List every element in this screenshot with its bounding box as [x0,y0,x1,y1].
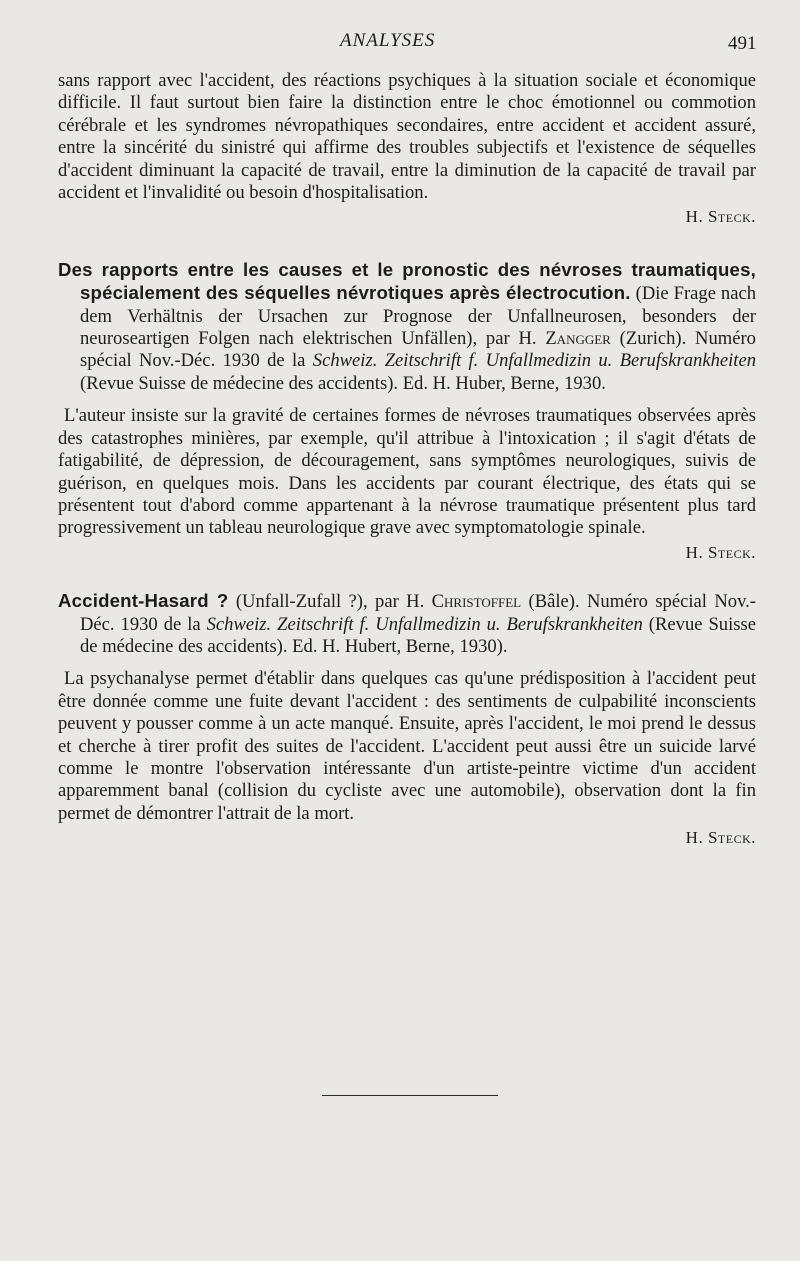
review-continued [58,70,756,229]
author-name: Zangger [545,328,611,350]
article-title: Accident-Hasard ? [58,590,229,612]
review-body: L'auteur insiste sur la gravité de certaines formes de névroses traumatiques observées après des catastrophes minières, par exemple, qu'il attribue à l'intoxication ; il s'agit d'états de fatigabilité, de dépression, de découragement, sans symptômes neurologiques, suivis de guérison, en quelques mois. Dans les accidents par courant électrique, des états qui se présentent tout d'abord comme appartenant à la névrose traumatique présentent plus tard progressivement un tableau neurologique grave avec symptomatologie spinale. [58,405,756,539]
section-divider [322,1095,498,1096]
german-title: (Die Frage nach dem Verhältnis der Ursachen zur Prognose der Unfallneurosen, besonders der neuroseartigen Folgen nach elektrischen Unfällen), par [80,283,756,350]
journal-name: Schweiz. Zeitschrift f. Unfallmedizin u. Berufskrankheiten [206,613,643,635]
german-title: (Unfall-Zufall ?), par H. [228,591,432,613]
review-body: La psychanalyse permet d'établir dans quelques cas qu'une prédisposition à l'accident peut être donnée comme une fuite devant l'accident : des sentiments de culpabilité inconscients peuvent y pousser comme à un acte manqué. Ensuite, après l'accident, le moi prend le dessus et cherche à tirer profit des suites de l'accident. L'accident peut aussi être un suicide larvé comme le montre l'observation intéressante d'un artiste-peintre victime d'un accident apparemment banal (collision du cycliste avec une automobile), observation dont la fin permet de démontrer l'attrait de la mort. [58,668,756,824]
page-number: 491 [728,33,757,54]
review-signature: H. Steck. [685,828,756,848]
review-signature: H. Steck. [685,207,756,227]
page-header [0,30,800,60]
review-heading: Accident-Hasard ? (Unfall-Zufall ?), par H. Christoffel (Bâle). Numéro spécial Nov.-Déc. 1930 de la Schweiz. Zeitschrift f. Unfallmedizin u. Berufskrankheiten (Revue Suisse de médecine des accidents). Ed. H. Hubert, Berne, 1930). [58,590,756,657]
author-name: Christoffel [431,591,522,613]
article-title: Des rapports entre les causes et le pronostic des névroses traumatiques, spécialement des séquelles névrotiques après électrocution. [58,258,756,304]
review-accident-hasard [58,590,756,849]
publication-info: (Revue Suisse de médecine des accidents). Ed. H. Huber, Berne, 1930. [80,372,606,394]
journal-name: Schweiz. Zeitschrift f. Unfallmedizin u. Berufskrankheiten [312,350,756,372]
publication-info: (Revue Suisse de médecine des accidents). Ed. H. Hubert, Berne, 1930). [80,613,756,657]
review-heading: Des rapports entre les causes et le pronostic des névroses traumatiques, spécialement des séquelles névrotiques après électrocution. (Die Frage nach dem Verhältnis der Ursachen zur Prognose der Unfallneurosen, besonders der neuroseartigen Folgen nach elektrischen Unfällen), par H. Zangger (Zurich). Numéro spécial Nov.-Déc. 1930 de la Schweiz. Zeitschrift f. Unfallmedizin u. Berufskrankheiten (Revue Suisse de médecine des accidents). Ed. H. Huber, Berne, 1930. [58,258,756,394]
running-title: ANALYSES [340,30,436,51]
review-electrocution [58,259,756,564]
review-signature: H. Steck. [685,542,756,562]
review-body: sans rapport avec l'accident, des réactions psychiques à la situation sociale et économique difficile. Il faut surtout bien faire la distinction entre le choc émotionnel ou commotion cérébrale et les syndromes névropathiques secondaires, entre accident et accident assuré, entre la sincérité du sinistré qui affirme des troubles subjectifs et l'existence de séquelles d'accident diminuant la capacité de travail, entre la diminution de la capacité de travail par accident et l'invalidité ou besoin d'hospitalisation. [58,70,756,204]
page-content [58,70,756,850]
